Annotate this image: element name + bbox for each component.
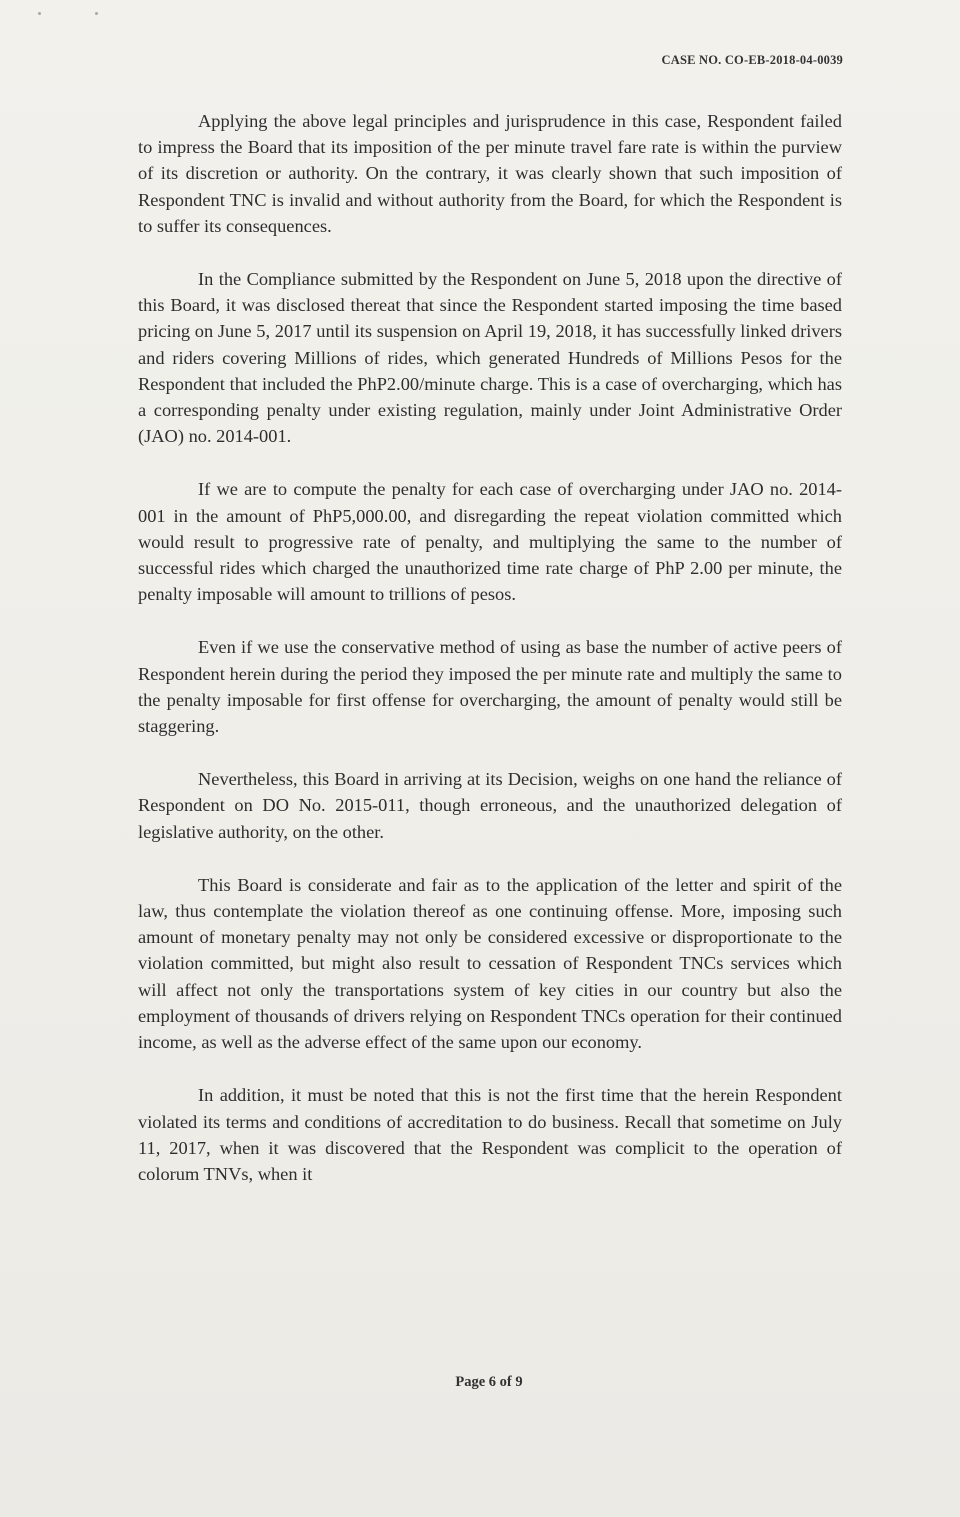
- scan-speck: [38, 12, 41, 15]
- paragraph: In addition, it must be noted that this is not the first time that the herein Respondent violated its terms and conditions of accreditation to do business. Recall that sometime on July 11, 2017, when it was discovered that the Respondent was complicit to the operation of colorum TNVs, when it: [138, 1085, 842, 1184]
- paragraph: In the Compliance submitted by the Respondent on June 5, 2018 upon the directive of this Board, it was disclosed thereat that since the Respondent started imposing the time based pricing on June 5, 2017 until its suspension on April 19, 2018, it has successfully linked drivers and riders covering Millions of rides, which generated Hundreds of Millions Pesos for the Respondent that included the PhP2.00/minute charge. This is a case of overcharging, which has a corresponding penalty under existing regulation, mainly under Joint Administrative Order (JAO) no. 2014-001.: [138, 269, 842, 447]
- paragraph: If we are to compute the penalty for each case of overcharging under JAO no. 2014-001 in the amount of PhP5,000.00, and disregarding the repeat violation committed which would result to progressive rate of penalty, and multiplying the same to the number of successful rides which charged the unauthorized time rate charge of PhP 2.00 per minute, the penalty imposable will amount to trillions of pesos.: [138, 479, 842, 605]
- paragraph: This Board is considerate and fair as to the application of the letter and spirit of the law, thus contemplate the violation thereof as one continuing offense. More, imposing such amount of monetary penalty may not only be considered excessive or disproportionate to the violation committed, but might also result to cessation of Respondent TNCs services which will affect not only the transportations system of key cities in our country but also the employment of thousands of drivers relying on Respondent TNCs operation for their continued income, as well as the adverse effect of the same upon our economy.: [138, 874, 842, 1053]
- page-number-footer: Page 6 of 9: [455, 1374, 523, 1390]
- document-body: [138, 108, 842, 1214]
- paragraph: Applying the above legal principles and jurisprudence in this case, Respondent failed to impress the Board that its imposition of the per minute travel fare rate is within the purview of its discretion or authority. On the contrary, it was clearly shown that such imposition of Respondent TNC is invalid and without authority from the Board, for which the Respondent is to suffer its consequences.: [138, 111, 842, 236]
- scan-speck: [95, 12, 98, 15]
- paragraph: Nevertheless, this Board in arriving at its Decision, weighs on one hand the reliance of Respondent on DO No. 2015-011, though erroneous, and the unauthorized delegation of legislative authority, on the other.: [138, 769, 842, 842]
- paragraph: Even if we use the conservative method of using as base the number of active peers of Respondent herein during the period they imposed the per minute rate and multiply the same to the penalty imposable for first offense for overcharging, the amount of penalty would still be staggering.: [138, 637, 842, 737]
- case-number-header: CASE NO. CO-EB-2018-04-0039: [661, 53, 843, 67]
